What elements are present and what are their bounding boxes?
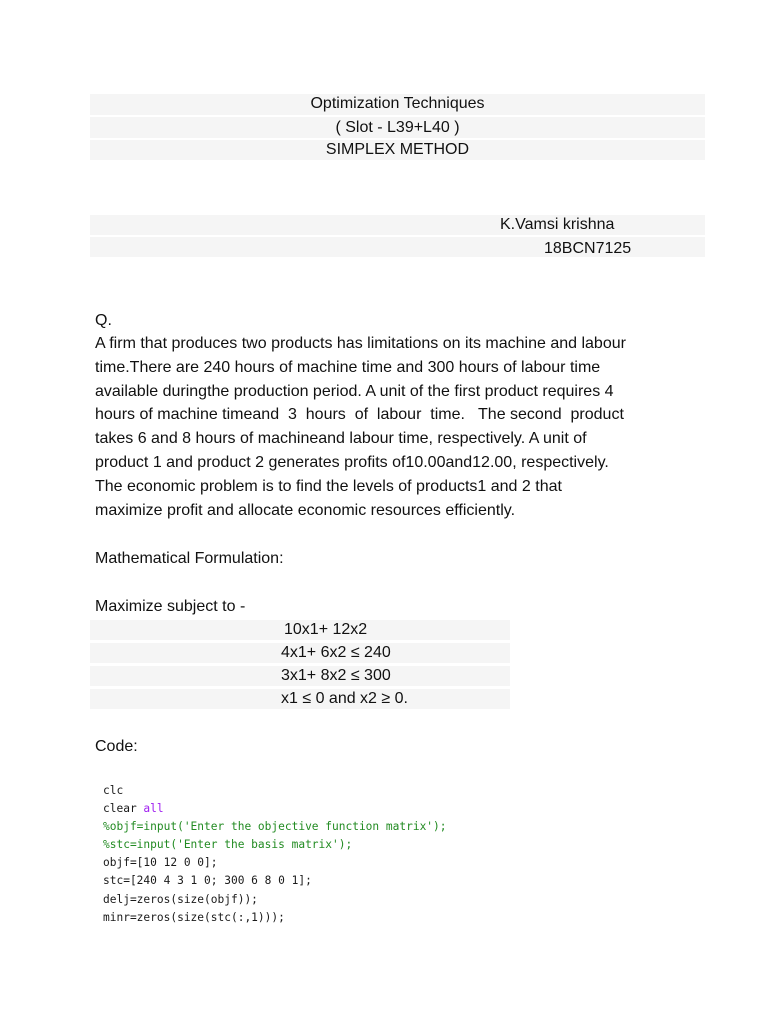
code-line: clc xyxy=(103,784,124,797)
question-paragraph xyxy=(95,332,695,522)
code-text: clear xyxy=(103,802,144,816)
question-line: The economic problem is to find the levels of products1 and 2 that xyxy=(95,477,562,495)
formulation-heading: Mathematical Formulation: xyxy=(95,550,284,567)
constraint-nonnegativity: x1 ≤ 0 and x2 ≥ 0. xyxy=(281,690,408,707)
slot-line: ( Slot - L39+L40 ) xyxy=(335,119,460,136)
code-line: minr=zeros(size(stc(:,1))); xyxy=(103,910,285,924)
question-line: maximize profit and allocate economic resources efficiently. xyxy=(95,501,516,519)
question-line: hours of machine timeand 3 hours of labour time. The second product xyxy=(95,406,624,424)
method-title: SIMPLEX METHOD xyxy=(325,141,470,158)
question-line: product 1 and product 2 generates profits of10.00and12.00, respectively. xyxy=(95,453,609,471)
code-heading: Code: xyxy=(95,738,138,755)
code-block xyxy=(103,782,447,927)
code-keyword: all xyxy=(143,802,164,816)
question-line: takes 6 and 8 hours of machineand labour time, respectively. A unit of xyxy=(95,430,587,448)
objective-function: 10x1+ 12x2 xyxy=(284,621,368,638)
author-reg-no: 18BCN7125 xyxy=(544,240,632,257)
code-line: delj=zeros(size(objf)); xyxy=(103,892,258,906)
question-line: A firm that produces two products has limitations on its machine and labour xyxy=(95,335,626,352)
code-comment: %objf=input('Enter the objective function matrix'); xyxy=(103,820,447,834)
code-line: objf=[10 12 0 0]; xyxy=(103,856,218,870)
question-line: available duringthe production period. A unit of the first product requires 4 xyxy=(95,382,614,400)
question-line: time.There are 240 hours of machine time and 300 hours of labour time xyxy=(95,358,601,376)
document-title: Optimization Techniques xyxy=(310,95,485,112)
author-name: K.Vamsi krishna xyxy=(500,216,615,233)
code-comment: %stc=input('Enter the basis matrix'); xyxy=(103,838,353,852)
code-line: stc=[240 4 3 1 0; 300 6 8 0 1]; xyxy=(103,874,312,888)
code-line xyxy=(103,800,447,818)
maximize-label: Maximize subject to - xyxy=(95,598,246,615)
constraint-labour: 3x1+ 8x2 ≤ 300 xyxy=(281,667,391,684)
question-label: Q. xyxy=(95,312,112,329)
constraint-machine: 4x1+ 6x2 ≤ 240 xyxy=(281,644,391,661)
